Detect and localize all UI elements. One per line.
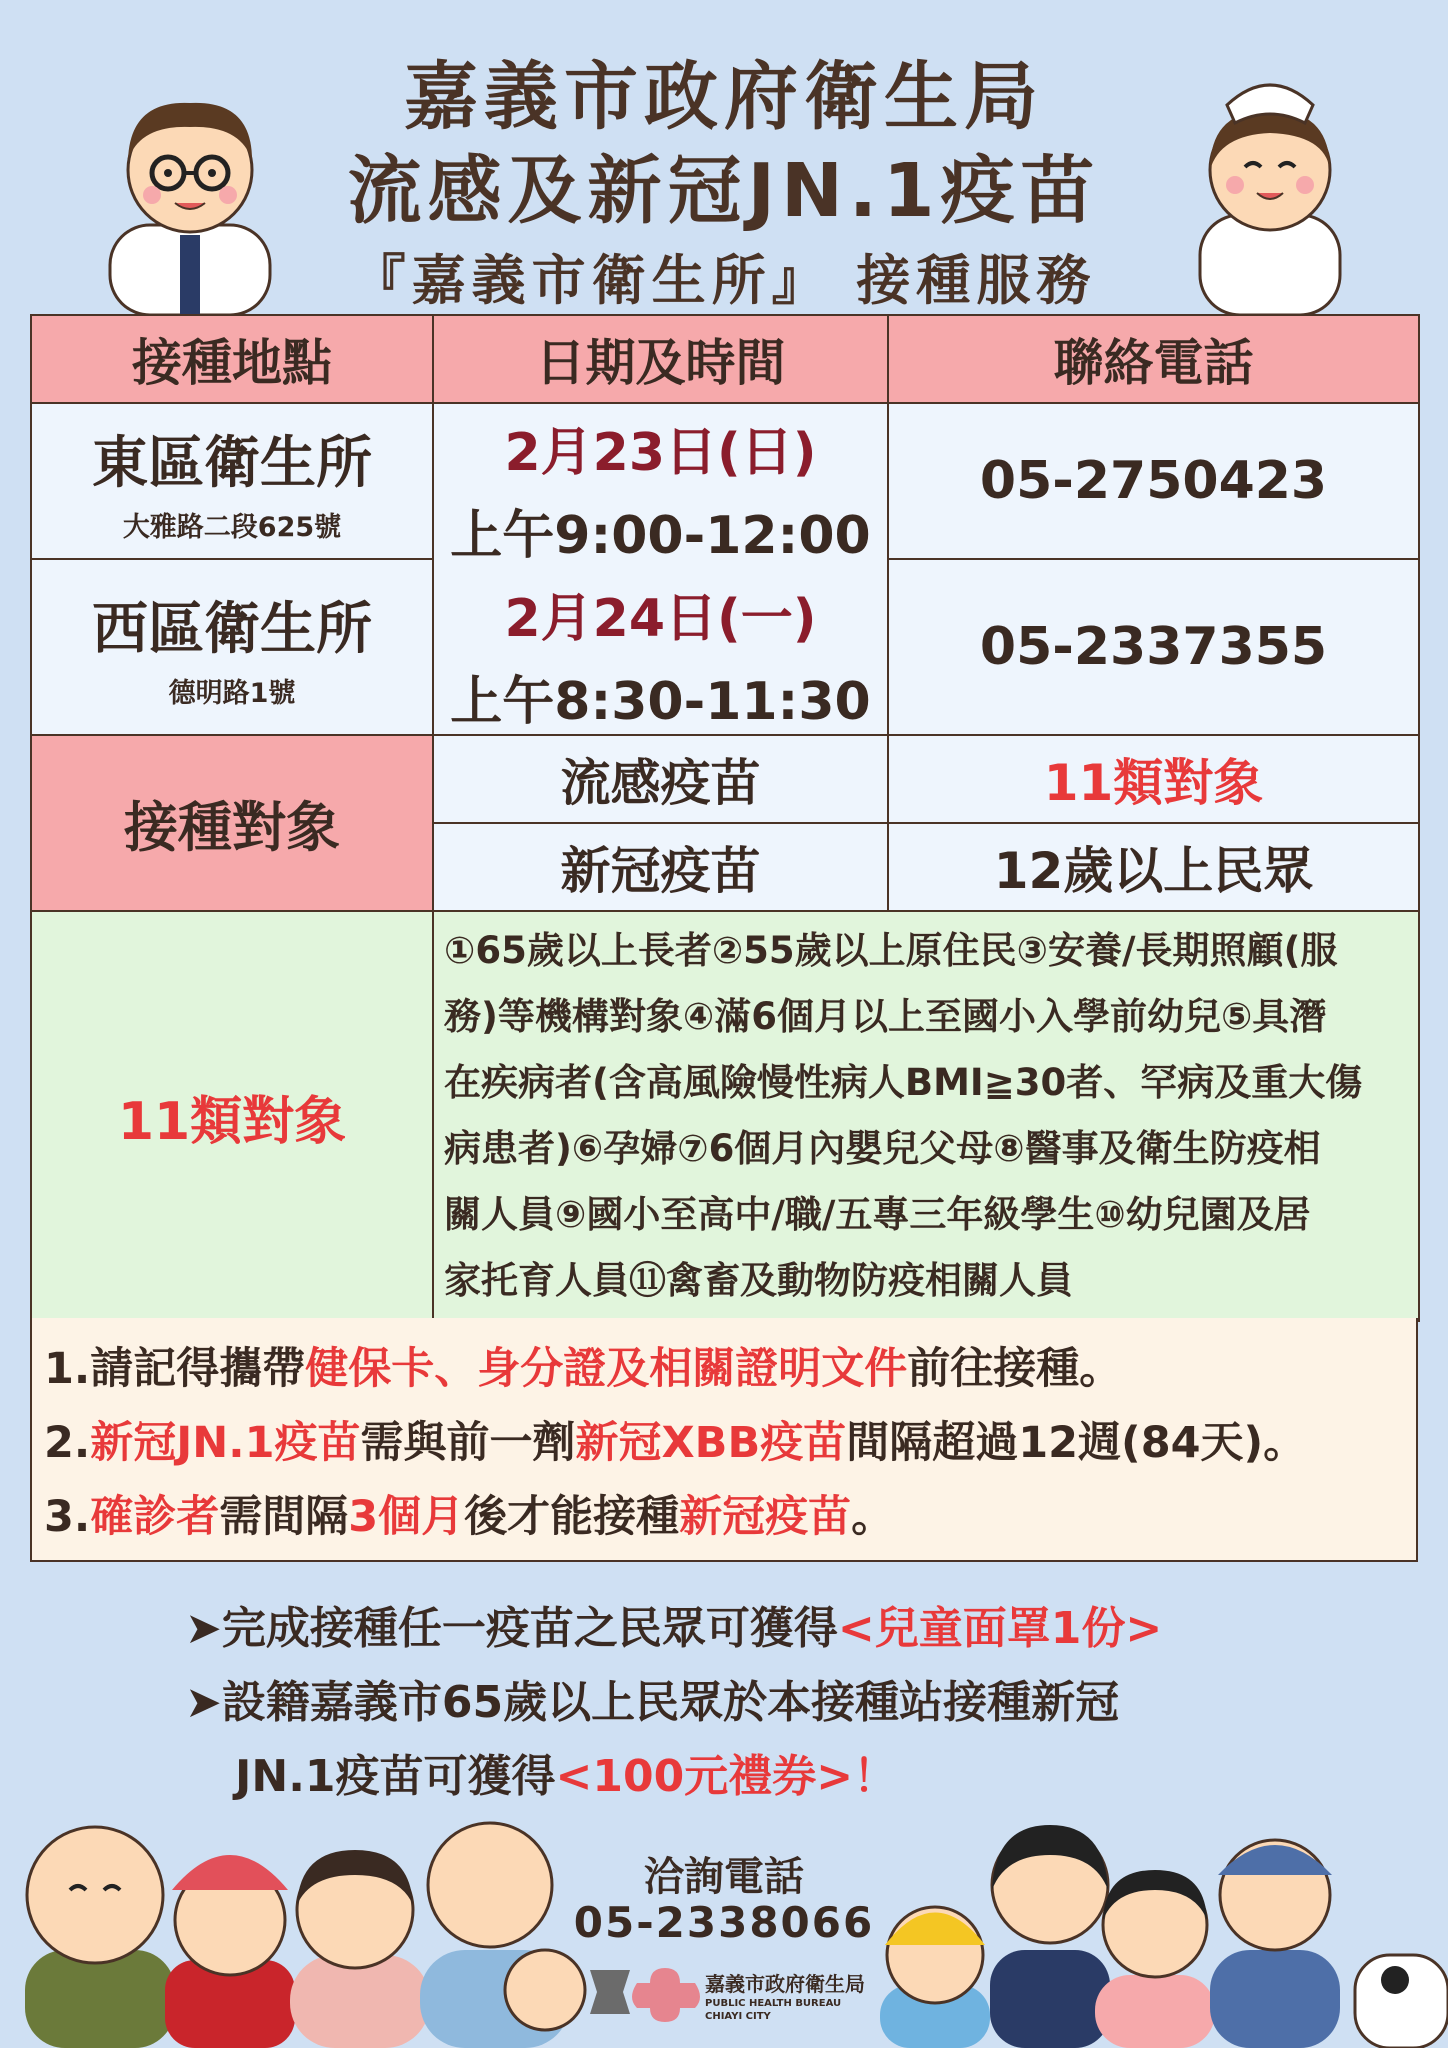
location-address: 德明路1號 <box>168 677 296 709</box>
note-text: 需與前一劑 <box>360 1418 576 1468</box>
title-line3: 『嘉義市衛生所』 接種服務 <box>351 249 1097 312</box>
vaccine-covid-target: 12歲以上民眾 <box>888 823 1419 911</box>
note-highlight: 3個月 <box>348 1492 465 1542</box>
phone-east: 05-2750423 <box>888 403 1419 559</box>
promo-text: ➤設籍嘉義市65歲以上民眾於本接種站接種新冠 <box>185 1677 1120 1728</box>
location-east <box>31 403 433 559</box>
schedule-date: 2月23日(日) <box>504 423 817 483</box>
schedule-time: 上午9:00-12:00 <box>450 506 871 566</box>
note-text: 1.請記得攜帶 <box>44 1344 306 1394</box>
promo-line-1 <box>185 1592 1162 1666</box>
note-2 <box>44 1406 1404 1480</box>
group-line: 病患者)⑥孕婦⑦6個月內嬰兒父母⑧醫事及衛生防疫相 <box>444 1127 1321 1170</box>
schedule-date: 2月24日(一) <box>504 589 817 649</box>
vaccine-covid: 新冠疫苗 <box>433 823 888 911</box>
location-address: 大雅路二段625號 <box>122 511 342 543</box>
contact-number: 05-2338066 <box>573 1898 875 1947</box>
vaccine-flu-target: 11類對象 <box>888 735 1419 823</box>
note-highlight: 確診者 <box>90 1492 220 1542</box>
promo-highlight: <100元禮券>！ <box>555 1751 898 1802</box>
notes-box <box>30 1318 1418 1562</box>
note-text: 需間隔 <box>219 1492 349 1542</box>
vaccine-flu: 流感疫苗 <box>433 735 888 823</box>
contact-label: 洽詢電話 <box>644 1854 804 1900</box>
eleven-groups-list <box>433 911 1419 1321</box>
title-line2: 流感及新冠JN.1疫苗 <box>347 148 1101 234</box>
note-highlight: 新冠JN.1疫苗 <box>90 1418 361 1468</box>
note-text: 。 <box>851 1492 895 1542</box>
phone-west: 05-2337355 <box>888 559 1419 735</box>
cow-figure <box>1355 1955 1448 2048</box>
note-3 <box>44 1480 1404 1554</box>
nurse-illustration <box>1165 55 1375 315</box>
location-name: 西區衛生所 <box>92 596 372 662</box>
promo-text: JN.1疫苗可獲得 <box>235 1751 556 1802</box>
note-text: 後才能接種 <box>464 1492 680 1542</box>
doctor-illustration <box>90 75 290 315</box>
location-name: 東區衛生所 <box>92 430 372 496</box>
logo-cn: 嘉義市政府衛生局 <box>705 1972 865 1996</box>
group-line: ①65歲以上長者②55歲以上原住民③安養/長期照顧(服 <box>444 929 1338 972</box>
target-label: 接種對象 <box>31 735 433 911</box>
promo-text: ➤完成接種任一疫苗之民眾可獲得 <box>185 1603 838 1654</box>
header-datetime: 日期及時間 <box>433 315 888 403</box>
group-line: 在疾病者(含高風險慢性病人BMI≧30者、罕病及重大傷 <box>444 1061 1363 1104</box>
logo-text <box>705 1968 865 2023</box>
eleven-groups-label: 11類對象 <box>31 911 433 1321</box>
header-location: 接種地點 <box>31 315 433 403</box>
title-line1: 嘉義市政府衛生局 <box>404 54 1044 140</box>
promo-highlight: <兒童面罩1份> <box>837 1603 1163 1654</box>
note-highlight: 新冠XBB疫苗 <box>575 1418 847 1468</box>
header-phone: 聯絡電話 <box>888 315 1419 403</box>
group-line: 家托育人員⑪禽畜及動物防疫相關人員 <box>444 1259 1073 1302</box>
note-1 <box>44 1332 1404 1406</box>
group-line: 務)等機構對象④滿6個月以上至國小入學前幼兒⑤具潛 <box>444 995 1327 1038</box>
note-text: 3. <box>44 1492 91 1542</box>
group-line: 關人員⑨國小至高中/職/五專三年級學生⑩幼兒園及居 <box>444 1193 1311 1236</box>
note-text: 間隔超過12週(84天)。 <box>846 1418 1307 1468</box>
note-text: 2. <box>44 1418 91 1468</box>
logo-en-line1: PUBLIC HEALTH BUREAU <box>705 1998 842 2009</box>
location-west <box>31 559 433 735</box>
note-text: 前往接種。 <box>907 1344 1123 1394</box>
schedule-time: 上午8:30-11:30 <box>450 672 871 732</box>
note-highlight: 新冠疫苗 <box>679 1492 852 1542</box>
note-highlight: 健保卡、身分證及相關證明文件 <box>305 1344 908 1394</box>
promo-line-2 <box>185 1666 1162 1740</box>
vaccine-info-table <box>30 314 1420 1322</box>
logo-en-line2: CHIAYI CITY <box>705 2011 771 2022</box>
schedule-cell <box>433 403 888 735</box>
